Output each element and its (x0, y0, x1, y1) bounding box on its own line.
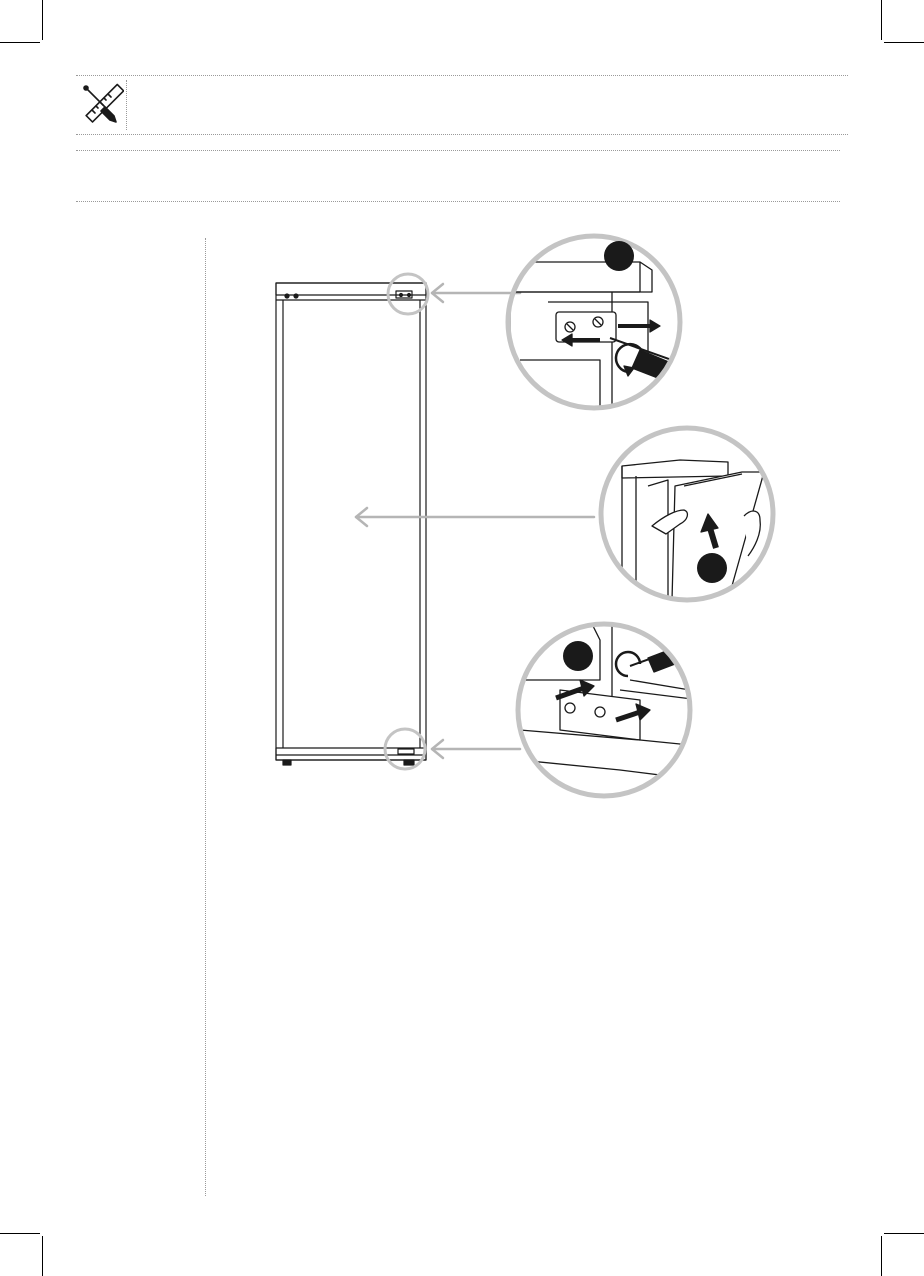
step-badge-3 (563, 641, 593, 671)
appliance-front-view (276, 283, 426, 765)
step-badge-2 (697, 553, 727, 583)
step-badge-1 (604, 241, 634, 271)
